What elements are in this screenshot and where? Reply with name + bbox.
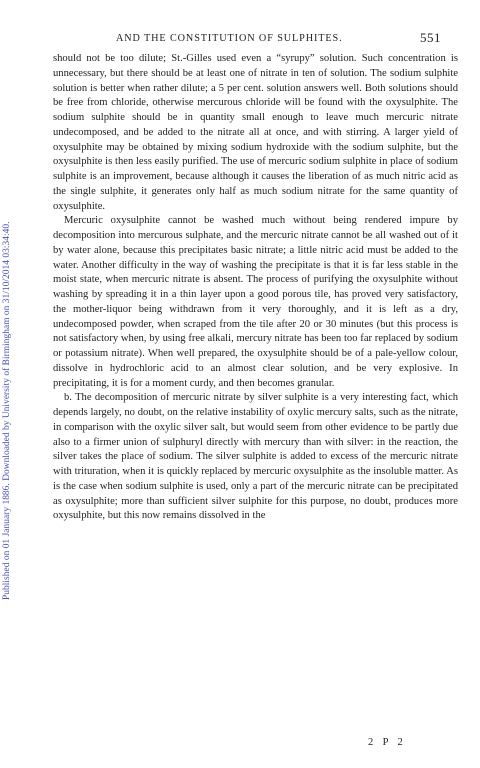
running-title: AND THE CONSTITUTION OF SULPHITES. (116, 33, 343, 44)
signature-mark: 2 P 2 (368, 737, 407, 748)
paragraph-mercuric-oxysulphite: Mercuric oxysulphite cannot be washed much without being rendered impure by decomposition into mercurous sulphate, and the mercuric nitrate cannot be all washed out of it by water alone, because this precipitates basic nitrate; a little nitric acid must be added to the water. Another difficulty in the way of washing the precipitate is that it is far less stable in the moist state, when mercuric nitrate is absent. The process of purifying the oxysulphite without washing by spreading it in a thin layer upon a good porous tile, has proved very satisfactory, the mother-liquor being withdrawn from it very thoroughly, and it is left as a dry, undecomposed powder, when scraped from the tile after 20 or 30 minutes (but this process is not satisfactory when, by using free alkali, mercury nitrate has been too far replaced by sodium or potassium nitrate). When well prepared, the oxysulphite should be of a pale-yellow colour, dissolve in hydrochloric acid to an almost clear solution, and be very explosive. In precipitating, it is for a moment curdy, and then becomes granular. (53, 215, 458, 389)
side-note-text: Published on 01 January 1886. Downloaded by University of Birmingham on 31/10/2014 03:34:40. (2, 221, 12, 600)
download-provenance-note (2, 70, 16, 600)
page-number: 551 (420, 30, 441, 45)
paragraph-continuation: should not be too dilute; St.-Gilles used even a “syrupy” solution. Such concentration is unnecessary, but there should be at least one of nitrate in ten of solution. The sodium sulphite solution is better when rather dilute; a 5 per cent. solution answers well. Both solutions should be free from chloride, otherwise mercurous chloride will be found with the oxysulphite. The sodium sulphite should be in quantity small enough to leave much mercuric nitrate undecomposed, and be added to the nitrate all at once, and with stirring. A larger yield of oxysulphite may be obtained by mixing sodium hydroxide with the sodium sulphite, but the oxysulphite is then less easily purified. The use of mercuric sodium sulphite in place of sodium sulphite is an improvement, because although it causes the liberation of as much nitric acid as the single sulphite, it generates only half as much sodium nitrate for the same quantity of oxysulphite. (53, 53, 458, 212)
body-text (53, 52, 458, 524)
paragraph-silver-sulphite: b. The decomposition of mercuric nitrate by silver sulphite is a very interesting fact, which depends largely, no doubt, on the relative instability of oxylic mercury salts, such as the nitrate, in comparison with the oxylic silver salt, but would seem from other evidence to be partly due also to a firmer union of sulphuryl directly with mercury than with silver: in the reaction, the silver takes the place of sodium. The silver sulphite is added to excess of the mercuric nitrate with trituration, when it is quickly replaced by mercuric oxysulphite as the insoluble matter. As is the case when sodium sulphite is used, only a part of the mercuric nitrate can be precipitated as oxysulphite; more than sufficient silver sulphite for this purpose, no doubt, produces more oxysulphite, but this now remains dissolved in the (53, 392, 458, 522)
